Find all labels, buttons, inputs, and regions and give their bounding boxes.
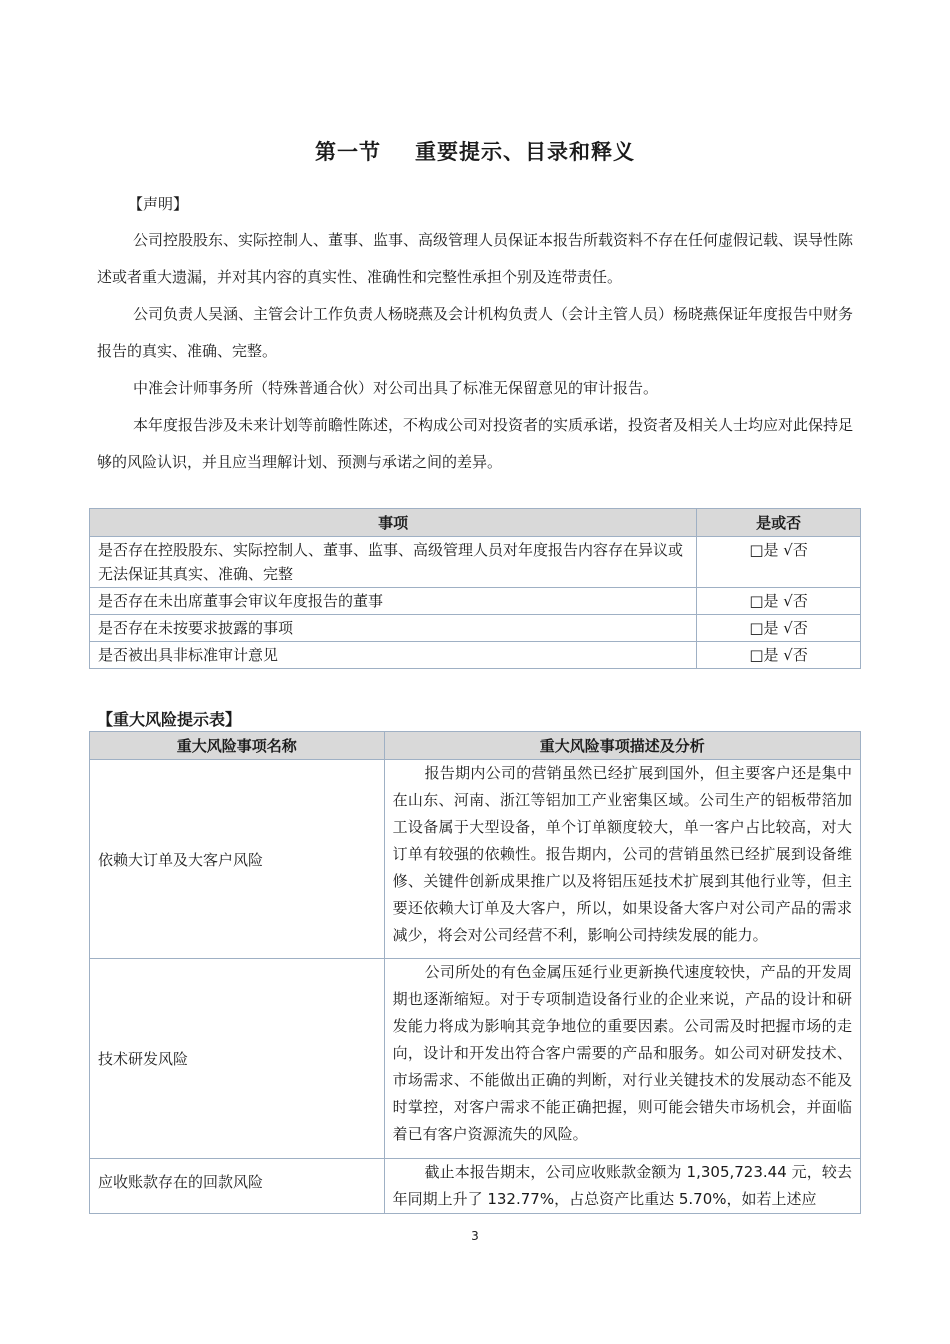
- risk-desc-cell: 公司所处的有色金属压延行业更新换代速度较快，产品的开发周期也逐渐缩短。对于专项制造设备行业的企业来说，产品的设计和研发能力将成为影响其竞争地位的重要因素。公司需及时把握市场的走向，设计和开发出符合客户需要的产品和服务。如公司对研发技术、市场需求、不能做出正确的判断，对行业关键技术的发展动态不能及时掌控，对客户需求不能正确把握，则可能会错失市场机会，并面临着已有客户资源流失的风险。: [384, 959, 860, 1159]
- section-title: [0, 136, 950, 166]
- answer-cell: □是 √否: [697, 588, 861, 615]
- risk-name-cell: 依赖大订单及大客户风险: [90, 760, 385, 959]
- risk-desc-cell: 截止本报告期末，公司应收账款金额为 1,305,723.44 元，较去年同期上升了 132.77%，占总资产比重达 5.70%，如若上述应: [384, 1159, 860, 1214]
- paragraph: 公司控股股东、实际控制人、董事、监事、高级管理人员保证本报告所载资料不存在任何虚假记载、误导性陈述或者重大遗漏，并对其内容的真实性、准确性和完整性承担个别及连带责任。: [97, 231, 854, 286]
- column-header-answer: 是或否: [697, 509, 861, 537]
- table-row: [90, 1159, 861, 1214]
- declaration-heading: 【声明】: [128, 195, 189, 213]
- risk-desc-cell: 报告期内公司的营销虽然已经扩展到国外，但主要客户还是集中在山东、河南、浙江等铝加工产业密集区域。公司生产的铝板带箔加工设备属于大型设备，单个订单额度较大，单一客户占比较高，对大订单有较强的依赖性。报告期内，公司的营销虽然已经扩展到设备维修、关键件创新成果推广以及将铝压延技术扩展到其他行业等，但主要还依赖大订单及大客户，所以，如果设备大客户对公司产品的需求减少，将会对公司经营不利，影响公司持续发展的能力。: [384, 760, 860, 959]
- answer-cell: □是 √否: [697, 615, 861, 642]
- paragraph: 本年度报告涉及未来计划等前瞻性陈述，不构成公司对投资者的实质承诺，投资者及相关人士均应对此保持足够的风险认识，并且应当理解计划、预测与承诺之间的差异。: [97, 416, 854, 471]
- table-row: [90, 642, 861, 669]
- table-row: [90, 588, 861, 615]
- item-cell: 是否被出具非标准审计意见: [90, 642, 697, 669]
- item-cell: 是否存在未出席董事会审议年度报告的董事: [90, 588, 697, 615]
- declaration-paragraphs: [97, 222, 857, 481]
- risk-table: [89, 731, 861, 1214]
- section-name: 重要提示、目录和释义: [415, 140, 635, 164]
- answer-cell: □是 √否: [697, 642, 861, 669]
- table-header-row: [90, 509, 861, 537]
- page-number: 3: [471, 1229, 479, 1243]
- answer-cell: □是 √否: [697, 537, 861, 588]
- table-row: [90, 760, 861, 959]
- paragraph: 公司负责人吴涵、主管会计工作负责人杨晓燕及会计机构负责人（会计主管人员）杨晓燕保证年度报告中财务报告的真实、准确、完整。: [97, 305, 854, 360]
- table-row: [90, 537, 861, 588]
- risk-table-heading: 【重大风险提示表】: [97, 710, 242, 729]
- table-row: [90, 959, 861, 1159]
- column-header-item: 事项: [90, 509, 697, 537]
- risk-name-cell: 技术研发风险: [90, 959, 385, 1159]
- column-header-risk-name: 重大风险事项名称: [90, 732, 385, 760]
- section-number: 第一节: [315, 140, 381, 164]
- item-cell: 是否存在未按要求披露的事项: [90, 615, 697, 642]
- table-row: [90, 615, 861, 642]
- column-header-risk-desc: 重大风险事项描述及分析: [384, 732, 860, 760]
- statement-table: [89, 508, 861, 669]
- paragraph: 中准会计师事务所（特殊普通合伙）对公司出具了标准无保留意见的审计报告。: [133, 379, 659, 397]
- table-header-row: [90, 732, 861, 760]
- risk-name-cell: 应收账款存在的回款风险: [90, 1159, 385, 1214]
- item-cell: 是否存在控股股东、实际控制人、董事、监事、高级管理人员对年度报告内容存在异议或无法保证其真实、准确、完整: [90, 537, 697, 588]
